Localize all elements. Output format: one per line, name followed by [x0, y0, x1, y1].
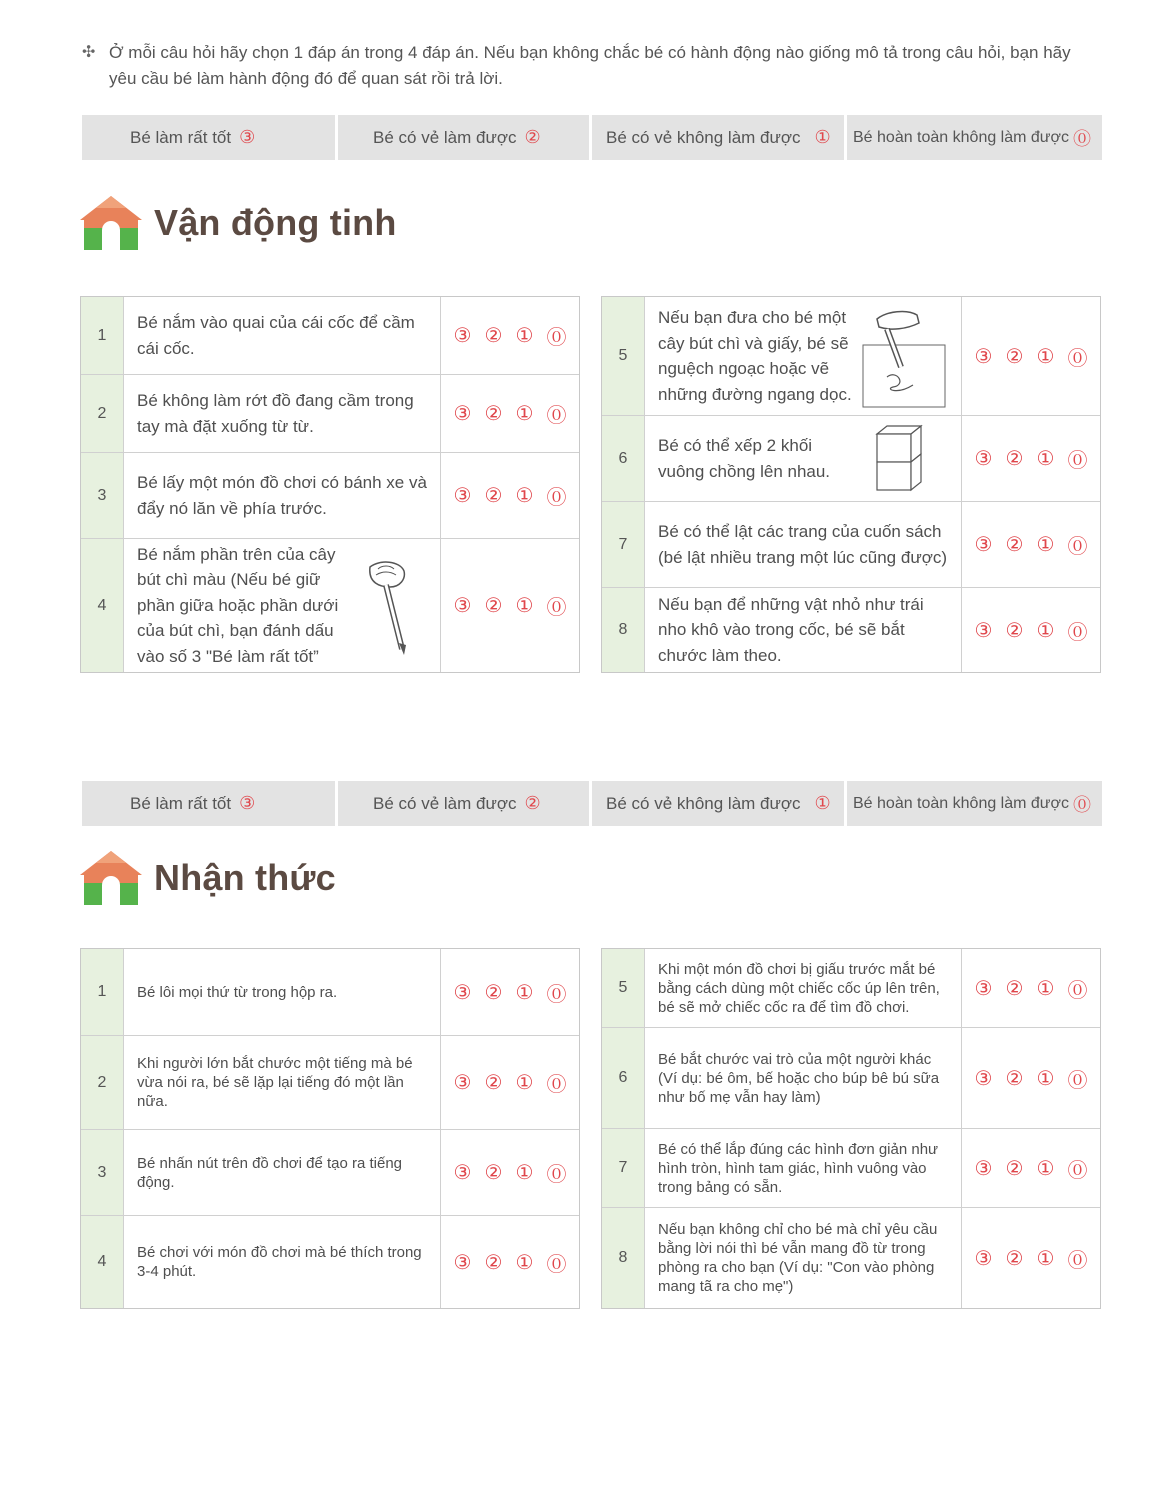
question-text-content: Bé nhấn nút trên đồ chơi để tạo ra tiếng động. — [137, 1154, 403, 1191]
legend-number: ⓪ — [1073, 128, 1092, 149]
question-text-content: Khi một món đồ chơi bị giấu trước mắt bé bằng cách dùng một chiếc cốc úp lên trên, bé sẽ mở chiếc cốc ra để tìm đồ chơi. — [658, 960, 940, 1016]
legend-2 — [338, 115, 592, 160]
legend-label: Bé có vẻ không làm được — [606, 127, 801, 147]
option-0[interactable]: ⓪ — [1067, 979, 1088, 1002]
question-text — [645, 502, 962, 587]
option-1[interactable]: ① — [515, 981, 534, 1004]
answer-options[interactable] — [441, 453, 579, 538]
option-3[interactable]: ③ — [453, 1162, 472, 1184]
answer-legend — [82, 781, 1102, 826]
question-text — [124, 539, 441, 672]
question-number: 7 — [602, 1129, 645, 1207]
option-3[interactable]: ③ — [974, 1067, 993, 1090]
answer-options[interactable] — [962, 1028, 1100, 1128]
option-0[interactable]: ⓪ — [546, 1074, 567, 1096]
answer-options[interactable] — [441, 539, 579, 672]
legend-number: ⓪ — [1073, 794, 1092, 815]
legend-label: Bé hoàn toàn không làm được — [853, 794, 1070, 812]
option-1[interactable]: ① — [1036, 345, 1055, 368]
option-2[interactable]: ② — [1005, 1157, 1024, 1180]
answer-options[interactable] — [441, 375, 579, 452]
question-number: 8 — [602, 1208, 645, 1308]
question-row — [602, 297, 1100, 416]
question-text — [645, 588, 962, 672]
legend-number: ① — [814, 793, 831, 813]
option-2[interactable]: ② — [484, 1251, 503, 1274]
option-2[interactable]: ② — [1005, 448, 1024, 470]
option-0[interactable]: ⓪ — [546, 405, 567, 427]
option-0[interactable]: ⓪ — [546, 1253, 567, 1276]
legend-label: Bé có vẻ làm được — [373, 127, 517, 147]
option-0[interactable]: ⓪ — [546, 597, 567, 619]
question-text — [645, 1129, 962, 1207]
question-text-content: Bé lôi mọi thứ từ trong hộp ra. — [137, 983, 338, 1001]
option-0[interactable]: ⓪ — [1067, 536, 1088, 558]
answer-options[interactable] — [962, 588, 1100, 672]
legend-label: Bé có vẻ không làm được — [606, 793, 801, 813]
legend-label: Bé làm rất tốt — [130, 127, 232, 147]
option-3[interactable]: ③ — [974, 977, 993, 1000]
question-text-content: Nếu bạn để những vật nhỏ như trái nho khô vào trong cốc, bé sẽ bắt chước làm theo. — [658, 594, 924, 665]
option-1[interactable]: ① — [1036, 1157, 1055, 1180]
legend-2 — [338, 781, 592, 826]
legend-number: ① — [814, 127, 831, 147]
answer-options[interactable] — [962, 949, 1100, 1027]
question-text — [645, 949, 962, 1027]
question-row — [81, 949, 579, 1036]
option-3[interactable]: ③ — [453, 325, 472, 347]
option-2[interactable]: ② — [1005, 619, 1024, 642]
option-0[interactable]: ⓪ — [1067, 1249, 1088, 1272]
option-1[interactable]: ① — [515, 1162, 534, 1184]
question-number: 2 — [81, 1036, 124, 1129]
option-1[interactable]: ① — [1036, 534, 1055, 556]
question-text — [124, 1036, 441, 1129]
question-text — [645, 416, 962, 501]
option-3[interactable]: ③ — [453, 485, 472, 507]
section-title: Vận động tinh — [154, 202, 397, 243]
question-text — [645, 1208, 962, 1308]
option-0[interactable]: ⓪ — [1067, 347, 1088, 370]
question-row — [602, 1129, 1100, 1208]
question-number: 6 — [602, 416, 645, 501]
answer-options[interactable] — [962, 1208, 1100, 1308]
option-2[interactable]: ② — [1005, 534, 1024, 556]
question-text — [124, 1130, 441, 1215]
question-row — [81, 539, 579, 672]
question-number: 8 — [602, 588, 645, 672]
answer-options[interactable] — [441, 1130, 579, 1215]
question-text — [124, 453, 441, 538]
option-2[interactable]: ② — [484, 595, 503, 617]
question-table-left — [80, 296, 580, 673]
option-0[interactable]: ⓪ — [546, 327, 567, 349]
option-3[interactable]: ③ — [453, 403, 472, 425]
option-1[interactable]: ① — [1036, 448, 1055, 470]
option-1[interactable]: ① — [515, 325, 534, 347]
legend-0 — [847, 115, 1102, 160]
question-row — [602, 416, 1100, 502]
answer-options[interactable] — [962, 297, 1100, 415]
option-0[interactable]: ⓪ — [1067, 621, 1088, 644]
question-table-right — [601, 948, 1101, 1309]
legend-3 — [82, 781, 338, 826]
hand-pencil-icon — [360, 557, 410, 657]
question-number: 3 — [81, 453, 124, 538]
drawing-pencil-icon — [857, 305, 947, 409]
option-3[interactable]: ③ — [453, 1072, 472, 1094]
question-text — [645, 1028, 962, 1128]
question-number: 7 — [602, 502, 645, 587]
question-number: 1 — [81, 297, 124, 374]
stacked-blocks-icon — [875, 424, 925, 494]
option-0[interactable]: ⓪ — [1067, 1069, 1088, 1092]
question-row — [602, 588, 1100, 672]
question-text-content: Bé không làm rớt đồ đang cầm trong tay mà đặt xuống từ từ. — [137, 391, 414, 436]
legend-1 — [592, 115, 847, 160]
question-number: 6 — [602, 1028, 645, 1128]
question-text-content: Bé chơi với món đồ chơi mà bé thích trong 3-4 phút. — [137, 1244, 422, 1280]
option-3[interactable]: ③ — [974, 448, 993, 470]
question-text — [645, 297, 962, 415]
question-text-content: Nếu bạn không chỉ cho bé mà chỉ yêu cầu bằng lời nói thì bé vẫn mang đồ từ trong phòng ra cho bạn (Ví dụ: "Con vào phòng mang tã ra cho mẹ") — [658, 1221, 938, 1295]
question-row — [602, 1208, 1100, 1308]
legend-number: ② — [524, 127, 541, 147]
option-0[interactable]: ⓪ — [546, 1164, 567, 1186]
option-2[interactable]: ② — [1005, 977, 1024, 1000]
section-heading — [80, 851, 336, 905]
option-0[interactable]: ⓪ — [546, 983, 567, 1006]
question-row — [81, 297, 579, 375]
section-heading — [80, 196, 397, 250]
question-number: 2 — [81, 375, 124, 452]
option-1[interactable]: ① — [1036, 1067, 1055, 1090]
question-number: 1 — [81, 949, 124, 1035]
option-2[interactable]: ② — [484, 485, 503, 507]
option-3[interactable]: ③ — [974, 1157, 993, 1180]
answer-options[interactable] — [962, 1129, 1100, 1207]
question-text-content: Bé nắm phần trên của cây bút chì màu (Nếu bé giữ phần giữa hoặc phần dưới của bút chì, bạn đánh dấu vào số 3 "Bé làm rất tốt” — [137, 544, 339, 666]
option-1[interactable]: ① — [1036, 619, 1055, 642]
option-0[interactable]: ⓪ — [1067, 1159, 1088, 1182]
question-text-content: Bé bắt chước vai trò của một người khác (Ví dụ: bé ôm, bế hoặc cho búp bê bú sữa như bố mẹ vẫn hay làm) — [658, 1050, 940, 1106]
legend-label: Bé làm rất tốt — [130, 793, 232, 813]
option-2[interactable]: ② — [1005, 1067, 1024, 1090]
question-number: 3 — [81, 1130, 124, 1215]
question-text — [124, 375, 441, 452]
question-row — [81, 1216, 579, 1308]
legend-1 — [592, 781, 847, 826]
legend-number: ③ — [239, 793, 256, 813]
option-2[interactable]: ② — [484, 403, 503, 425]
question-row — [81, 453, 579, 539]
option-1[interactable]: ① — [515, 1072, 534, 1094]
question-text-content: Nếu bạn đưa cho bé một cây bút chì và giấy, bé sẽ nguệch ngoạc hoặc vẽ những đường ngang dọc. — [658, 308, 852, 404]
option-2[interactable]: ② — [484, 981, 503, 1004]
question-text-content: Bé có thể lắp đúng các hình đơn giản như hình tròn, hình tam giác, hình vuông vào trong bảng có sẵn. — [658, 1140, 939, 1196]
option-1[interactable]: ① — [1036, 1247, 1055, 1270]
question-text-content: Khi người lớn bắt chước một tiếng mà bé vừa nói ra, bé sẽ lặp lại tiếng đó một lần nữa. — [137, 1055, 413, 1110]
question-row — [81, 1036, 579, 1130]
option-2[interactable]: ② — [484, 1072, 503, 1094]
house-icon — [80, 196, 142, 250]
legend-0 — [847, 781, 1102, 826]
question-text — [124, 949, 441, 1035]
instructions-text: Ở mỗi câu hỏi hãy chọn 1 đáp án trong 4 đáp án. Nếu bạn không chắc bé có hành động nào giống mô tả trong câu hỏi, bạn hãy yêu cầu bé làm hành động đó để quan sát rồi trả lời. — [109, 43, 1071, 88]
option-2[interactable]: ② — [484, 325, 503, 347]
option-1[interactable]: ① — [1036, 977, 1055, 1000]
option-3[interactable]: ③ — [974, 345, 993, 368]
option-3[interactable]: ③ — [453, 981, 472, 1004]
question-number: 5 — [602, 297, 645, 415]
question-row — [602, 1028, 1100, 1129]
question-row — [602, 502, 1100, 588]
option-2[interactable]: ② — [1005, 1247, 1024, 1270]
question-text-content: Bé lấy một món đồ chơi có bánh xe và đẩy nó lăn về phía trước. — [137, 473, 427, 518]
question-number: 4 — [81, 539, 124, 672]
answer-options[interactable] — [441, 949, 579, 1035]
question-text-content: Bé có thể lật các trang của cuốn sách (bé lật nhiều trang một lúc cũng được) — [658, 522, 948, 567]
question-row — [81, 1130, 579, 1216]
option-2[interactable]: ② — [484, 1162, 503, 1184]
house-icon — [80, 851, 142, 905]
option-2[interactable]: ② — [1005, 345, 1024, 368]
option-3[interactable]: ③ — [974, 1247, 993, 1270]
option-1[interactable]: ① — [515, 403, 534, 425]
answer-options[interactable] — [441, 297, 579, 374]
option-3[interactable]: ③ — [974, 619, 993, 642]
section-title: Nhận thức — [154, 857, 336, 898]
answer-options[interactable] — [962, 416, 1100, 501]
legend-label: Bé hoàn toàn không làm được — [853, 128, 1070, 146]
option-1[interactable]: ① — [515, 1251, 534, 1274]
legend-3 — [82, 115, 338, 160]
answer-options[interactable] — [962, 502, 1100, 587]
question-text-content: Bé có thể xếp 2 khối vuông chồng lên nhau. — [658, 436, 831, 481]
legend-number: ② — [524, 793, 541, 813]
question-text — [124, 297, 441, 374]
answer-legend — [82, 115, 1102, 160]
question-row — [81, 375, 579, 453]
legend-label: Bé có vẻ làm được — [373, 793, 517, 813]
question-text — [124, 1216, 441, 1308]
option-1[interactable]: ① — [515, 485, 534, 507]
instructions — [82, 40, 1092, 92]
bullet-icon: ✣ — [82, 44, 96, 61]
option-0[interactable]: ⓪ — [546, 487, 567, 509]
answer-options[interactable] — [441, 1216, 579, 1308]
question-text-content: Bé nắm vào quai của cái cốc để cầm cái cốc. — [137, 313, 415, 358]
question-number: 4 — [81, 1216, 124, 1308]
legend-number: ③ — [239, 127, 256, 147]
answer-options[interactable] — [441, 1036, 579, 1129]
option-3[interactable]: ③ — [974, 534, 993, 556]
option-3[interactable]: ③ — [453, 595, 472, 617]
question-row — [602, 949, 1100, 1028]
option-3[interactable]: ③ — [453, 1251, 472, 1274]
option-1[interactable]: ① — [515, 595, 534, 617]
option-0[interactable]: ⓪ — [1067, 450, 1088, 472]
question-table-right — [601, 296, 1101, 673]
question-table-left — [80, 948, 580, 1309]
question-number: 5 — [602, 949, 645, 1027]
